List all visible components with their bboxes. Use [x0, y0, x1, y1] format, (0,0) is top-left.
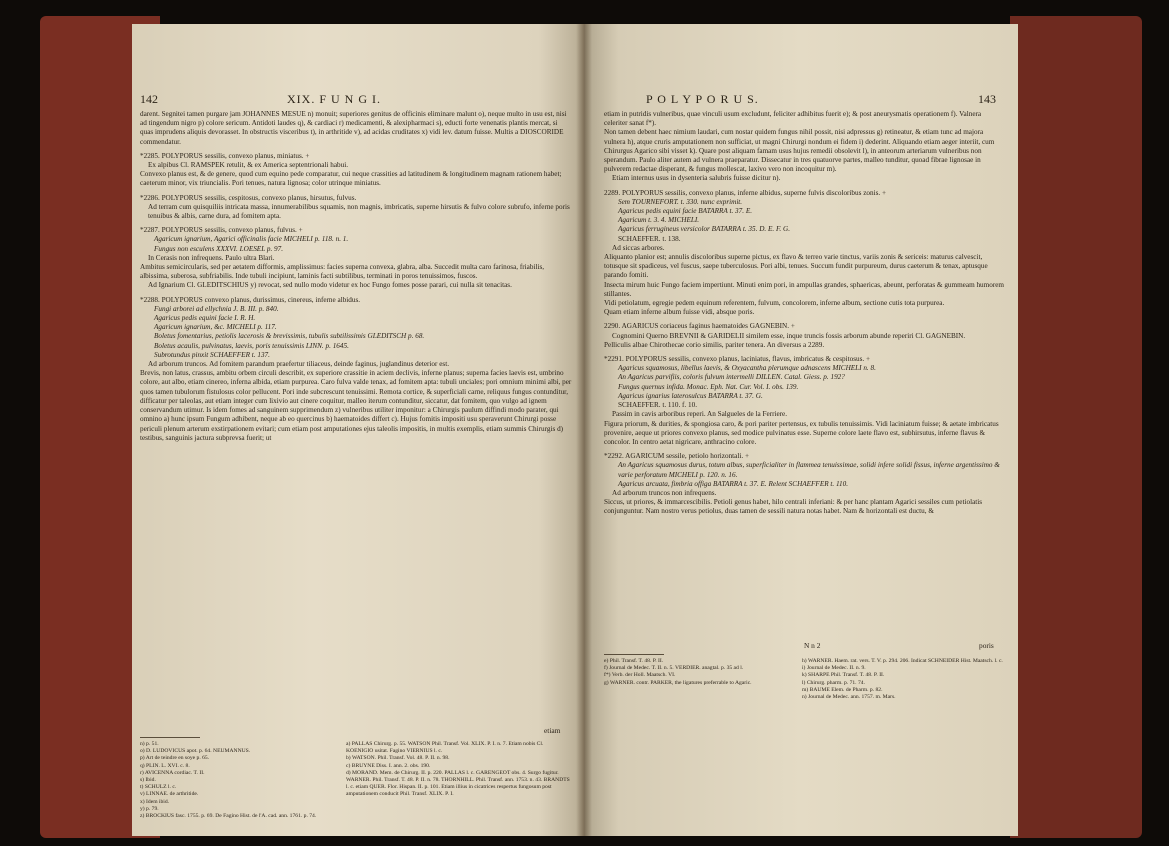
- synonym-line: Sem TOURNEFORT. t. 330. nunc exprimit.: [618, 197, 743, 206]
- paragraph: Figura priorum, & durities, & spongiosa caro, & pori pariter pertensus, ex tubulis tenuissimis. Vidi laciniatum fuisse; & aetate imbricatus provenire, aeque ut priores convexo planus, sed modice pulvinatus esse. Superne colore laete flavo est, subhirsutus, inferne flavus & concolor. In centro aetat nigricare, anthracino colore.: [604, 419, 999, 446]
- synonym-line: SCHAEFFER. t. 138.: [618, 234, 681, 243]
- paragraph: Passim in cavis arboribus reperi. An Salgueles de la Ferriere.: [612, 410, 788, 419]
- synonym-line: Agaricus arcuata, fimbria offiga BATARRA t. 37. E. Relent SCHAEFFER t. 110.: [618, 479, 849, 488]
- left-page: [132, 24, 584, 836]
- paragraph: Ad siccas arbores.: [612, 243, 665, 252]
- catchword: etiam: [544, 726, 561, 735]
- paragraph: etiam in putridis vulneribus, quae vinculi usum excludunt, feliciter adhibitus fuerit e); & post aneurysmatis operationem f). Valnera celeriter sanat f*).: [604, 110, 982, 128]
- paragraph: Non tamen debent haec nimium laudari, cum nostar quidem fungus nihil possit, nisi adpressus g) retineatur, & etiam tunc ad majora vulnera h), atque cruris amputationem non sufficiat, ut magni Chirurgi nondum ei fidem i) dederint. Aliquando etiam aeger interiit, cum Chirurgus Agarico sibi visset k). Quare post aliquam famam usus hujus remedii obsolevit l), in anteorum arteriarum vulneribus non sperandum. Paulo aliter autem ad vulnera praeparatur. Dissecatur in tres quatuorve partes, malleo tunditur, quoad fibrae lignosae in pulverem redactae disperant, & fungus mollescat, laxivo vero non incoquitur m).: [604, 128, 995, 174]
- paragraph: Ex alpibus Cl. RAMSPEK retulit, & ex America septentrionali habui.: [148, 161, 349, 170]
- footnote: f) Journal de Medec. T. II. n. 5. VERDIER. anagtal. p. 35 ad l.: [604, 665, 744, 672]
- synonym-line: Agaricum ignarium, Agarici officinalis facie MICHELI p. 118. n. 1.: [154, 235, 349, 244]
- paragraph: Brevis, non latus, crassus, ambitu orbem circuli describit, ex superiore crassitie in aciem declivis, inferne planus; superna facies laevis est, umbrino colore, aut albo, etiam cinereo, inferna albida, etiam purpurea. Caro fulva valde tenax, ad fomitem apta: tubuli unciales; pori omnium minimi albi, per quos tamen tubulorum fistulosus color pellucent. Pori inde subcrescunt tenuissimi. Remota cortice, & superficiali carne, reliquus fungus contunditur, difficatur per taleolas, aut etiam integer cum lixivio aut cinere coquitur, malleo iterum contunditur, siccatur, dat fomitem, quo vulgo ad ignem conservandum utimur. Is idem fomes ad sanguinem supprimendum z) vulneribus utiliter imponitur: a Chirurgis paulum diffindi modo parater, qui omnino a) hunc ipsum Fungum adhibent, neque ab eo quercinus b) haematoides differt c). Hujus fomitis impositi usu speraverunt Chirurgi posse periculi plenum arterum exstirpationem evitari; cum etiam post amputationes ejus taleolis impositis, in multis exemplis, etiam summis Chirurgis d) testibus, sanguinis jactura subprevsa fuerit; ut: [140, 369, 572, 442]
- paragraph: Pelliculis albae Chirothecae corio similis, pariter tenera. An diversus a 2289.: [604, 340, 825, 349]
- footnote-rule: [604, 654, 664, 655]
- footnote: x) Idem ibid.: [140, 798, 170, 805]
- synonym-line: Boletus acaulis, pulvinatus, laevis, poris tenuissimis LINN. p. 1645.: [154, 341, 349, 350]
- paragraph: Ambitus semicircularis, sed per aetatem difformis, amplissimus: facies superna convexa, glabra, alba. Succedit multa caro farinosa, friabilis, albissima, suberosa, subfriabilis. Inde tubuli incipiunt, laminis facti subtilibus, terminati in poros tenuissimos, fuscos.: [140, 263, 545, 281]
- footnote: b) WATSON. Phil. Transf. Vol. 48. P. II. n. 98.: [346, 755, 450, 762]
- footnote: g) WARNER. contr. PARKER, the ligatures preferrable to Agaric.: [604, 679, 752, 686]
- paragraph: Ad terram cum quisquiliis intricata massa, innumerabilibus squamis, non magnis, imbricatis, superne hirsutis & fulvo colore subrufo, inferne poris tenuibus & albis, carne dura, ad fomitem apta.: [148, 202, 570, 221]
- synonym-line: Fungi arborei ad ellychnia J. B. III. p. 840.: [154, 304, 279, 313]
- paragraph: Ad Ignarium Cl. GLEDITSCHIUS y) revocat, sed nullo modo videtur ex hoc Fungo fomes posse parari, cui nulla sit tenacitas.: [148, 281, 512, 290]
- book-gutter-shadow: [576, 24, 592, 836]
- left-footnotes-col1: [140, 741, 336, 820]
- footnote: n) p. 51.: [140, 741, 159, 747]
- entry-heading: *2292. AGARICUM sessile, petiolo horizontali. +: [604, 452, 749, 461]
- synonym-line: Agaricus ignarius laterosulcus BATARRA t. 37. G.: [618, 391, 763, 400]
- paragraph: Aliquanto planior est; annulis discoloribus superne pictus, ex flavo & terreo varie tinctus, variis zonis & sericeis: maturus calvescit, totusque sit spadiceus, vel fuscus, saepe tuberculosus. Pori albi, tenues. Succum fundit purpureum, durus caeterum & tenax, aptusque parando fomiti.: [604, 253, 988, 280]
- paragraph: Cognomini Querno BREVNII & GARIDELII similem esse, inque truncis fossis arborum abunde reperiri Cl. GAGNEBIN.: [612, 331, 966, 340]
- synonym-line: Subrotundus pinxit SCHAEFFER t. 137.: [154, 350, 270, 359]
- footnote: r) AVICENNA cordiac. T. II.: [140, 769, 205, 776]
- footnote: i) Journal de Medec. II. n. 9.: [802, 665, 866, 672]
- footnote: q) PLIN. L. XVI. c. 8.: [140, 762, 190, 769]
- signature-mark: N n 2: [804, 641, 821, 650]
- footnote: f*) Verb. der Holl. Maatsch. VI.: [604, 672, 676, 679]
- paragraph: Ad arborum truncos non infrequens.: [612, 488, 717, 497]
- footnote: o) D. LUDOVICUS apot. p. 64. NEUMANNUS.: [140, 748, 251, 755]
- right-running-head: P O L Y P O R U S.: [646, 92, 759, 106]
- right-page-number: 143: [978, 92, 996, 106]
- right-page: [584, 24, 1018, 836]
- synonym-line: An Agaricus parvifiis, coloris fulvum intermelli DILLEN. Catal. Giess. p. 192?: [618, 373, 845, 382]
- paragraph: Quam etiam inferne album fuisse vidi, absque poris.: [604, 308, 755, 317]
- entry-heading: 2290. AGARICUS coriaceus faginus haematoides GAGNEBIN. +: [604, 322, 795, 331]
- paragraph: darent. Segnitei tamen purgare jam JOHANNES MESUE n) monuit; superiores genitus de officinis eliminare malunt o), neque multo in usu est, nisi ad tingendum nigro p) colore sericum. Antidoti laudes q), & cardiaci r) medicamenti, & alexipharmaci s), educti forte venenatis plantis mercat, si quas imprudens aliquis devorasset. In obstructis visceribus t), in arthritide v), ad acidas cruditates x) vidi lev. datum fuisse. Multis a DIOSCORIDE commendatur.: [140, 110, 567, 146]
- paragraph: Siccus, ut priores, & immarcescibilis. Petioli genus habet, hilo centrali inferiani: & per hanc plantam Agarici sessiles cum petiolatis conjunguntur. Nam nostro verus petiolus, duas tamen de sessili natura notas habet. Nam & horizontali est ductu, &: [604, 498, 983, 516]
- footnote: y) p. 79.: [140, 805, 159, 812]
- synonym-line: Fungus quernus infida. Monac. Eph. Nat. Cur. Vol. I. obs. 139.: [618, 382, 799, 391]
- footnote: v) LINNAE. de arthritide.: [140, 791, 199, 798]
- synonym-line: Agaricus pedis equini facie I. R. H.: [154, 314, 256, 323]
- entry-heading: *2285. POLYPORUS sessilis, convexo planus, miniatus. +: [140, 151, 310, 160]
- left-page-number: 142: [140, 92, 158, 106]
- footnote: d) MORAND. Mem. de Chirurg. II. p. 220. PALLAS l. c. GARENGEOT obs. 4. Surgo fugitur. WARNER. Phil. Transf. T. 48. P. II. n. 78. THORNHILL. Phil. Transf. ann. 1753. n. 43. BRANDTS l. c. etiam QUER. Flor. Hispan. II. p. 101. Etiam illius in cicatrices respertus fungosum post amputationem conducit Phil. Transf. XLIX. P. I.: [346, 769, 570, 798]
- paragraph: In Cerasis non infrequens. Paulo ultra Blari.: [148, 253, 275, 262]
- paragraph: Etiam internus usus in dysenteria salubris fuisse dicitur n).: [612, 174, 781, 183]
- footnote: n) Journal de Medec. ann. 1757. m. Mars.: [802, 694, 896, 701]
- synonym-line: Agaricum ignarium, &c. MICHELI p. 117.: [154, 323, 277, 332]
- entry-heading: 2289. POLYPORUS sessilis, convexo planus, inferne albidus, superne fulvis discoloribus zonis. +: [604, 188, 887, 197]
- right-footnotes-col1: [604, 658, 794, 687]
- footnote: a) PALLAS Chirurg. p. 55. WATSON Phil. Transf. Vol. XLIX. P. I. n. 7. Etiam nobis Cl. KOENIGIO usitat. Fagino VIERNIUS l. c.: [346, 741, 544, 755]
- synonym-line: Agaricus ferrugineus versicolor BATARRA t. 35. D. E. F. G.: [618, 225, 791, 234]
- footnote: t) SCHULZ l. c.: [140, 784, 177, 791]
- paragraph: Insecta mirum huic Fungo faciem impertiunt. Minuti enim pori, in ampullas grandes, sphaericas, abeunt, perforatas & gummeam humorem stillantes.: [604, 280, 1005, 298]
- book-cover-right-edge: [1010, 16, 1142, 838]
- paragraph: Convexo planus est, & de genere, quod cum equino pede comparatur, cui neque crassities ad latitudinem & longitudinem magnam rationem habet; caeterum minor, vix triuncialis. Pori tenues, natura lignosa; color utrinque miniatus.: [140, 170, 562, 188]
- footnote: l) Chirurg. pharm. p. 71. 74.: [802, 679, 865, 686]
- left-footnotes-col2: [346, 741, 572, 799]
- footnote: p) Art de teindre en soye p. 65.: [140, 755, 210, 762]
- entry-heading: *2288. POLYPORUS convexo planus, durissimus, cinereus, inferne albidus.: [140, 295, 361, 304]
- entry-heading: *2287. POLYPORUS sessilis, convexo planus, fulvus. +: [140, 226, 303, 235]
- footnote: h) WARNER. Haem. rat. vers. T. V. p. 294. 206. Indicat SCHNEIDER Hist. Maatsch. l. c.: [802, 658, 1003, 664]
- catchword: poris: [979, 641, 994, 650]
- paragraph: Vidi petiolatum, egregie pedem equinum referentem, fulvum, concolorem, inferne album, sectione cutis tota purpurea.: [604, 299, 945, 308]
- right-body-text: [604, 110, 1004, 517]
- entry-heading: *2286. POLYPORUS sessilis, cespitosus, convexo planus, hirsutus, fulvus.: [140, 193, 357, 202]
- synonym-line: Agaricus squamosus, libellus laevis, & Oxyacantha plerumque adnascens MICHELI n. 8.: [618, 364, 876, 373]
- synonym-line: An Agaricus squamosus durus, totum albus, superficialiter in flammea tenuissimae, solidi infere solidi fissus, inferne argentissimo & varie perforatum MICHELI p. 120. n. 16.: [618, 461, 1000, 479]
- right-footnotes-col2: [802, 658, 1004, 701]
- footnote: c) BRUYNE Diss. I. ann. 2. obs. 190.: [346, 762, 431, 769]
- footnote: e) Phil. Transf. T. 48. P. II.: [604, 658, 664, 664]
- synonym-line: Agaricus pedis equini facie BATARRA t. 37. E.: [618, 207, 753, 216]
- footnote: s) Ibid.: [140, 777, 156, 784]
- footnote: m) BAUME Elem. de Pharm. p. 82.: [802, 686, 883, 693]
- footnote: k) SHARPE Phil. Transf. T. 48. P. II.: [802, 672, 885, 679]
- footnote: z) BROCKIUS fasc. 1755. p. 69. De Fagino Hist. de l'A. cad. ann. 1761. p. 74.: [140, 813, 317, 820]
- synonym-line: SCHAEFFER. t. 110. f. 10.: [618, 401, 698, 410]
- synonym-line: Fungus non esculens XXXVI. LOESEL p. 97.: [154, 244, 284, 253]
- entry-heading: *2291. POLYPORUS sessilis, convexo planus, laciniatus, flavus, imbricatus & cespitosus. +: [604, 355, 871, 364]
- paragraph: Ad arborum truncos. Ad fomitem parandum praefertur tiliaceus, deinde faginus, juglandinus deterior est.: [148, 360, 449, 369]
- left-body-text: [140, 110, 572, 443]
- synonym-line: Boletus fomentarius, petiolis lacerosis & brevissimis, tubulis subtilissimis GLEDITSCH p. 68.: [154, 332, 425, 341]
- synonym-line: Agaricum t. 3. 4. MICHELI.: [618, 216, 700, 225]
- left-running-head: XIX. F U N G I.: [287, 92, 381, 106]
- footnote-rule: [140, 737, 200, 738]
